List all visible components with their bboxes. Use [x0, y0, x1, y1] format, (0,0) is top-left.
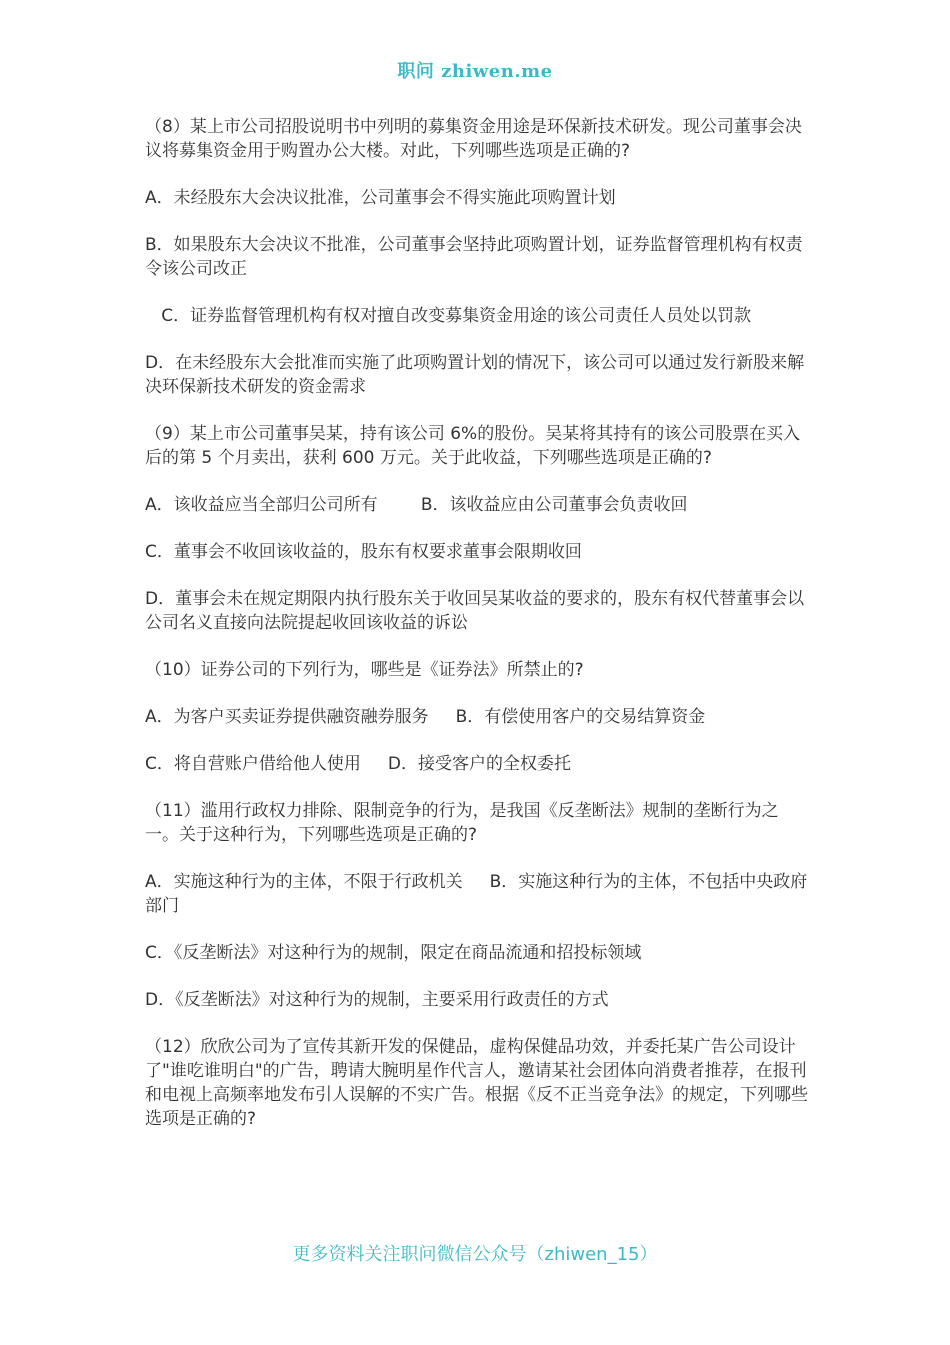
question-8-option-a: A．未经股东大会决议批准，公司董事会不得实施此项购置计划 [145, 188, 616, 208]
question-10-stem: （10）证券公司的下列行为，哪些是《证券法》所禁止的? [145, 660, 584, 680]
question-11-option-d: D．《反垄断法》对这种行为的规制，主要采用行政责任的方式 [145, 990, 609, 1010]
question-9-option-d: D．董事会未在规定期限内执行股东关于收回吴某收益的要求的，股东有权代替董事会以公司名义直接向法院提起收回该收益的诉讼 [145, 589, 805, 633]
question-10-options-ab: A．为客户买卖证券提供融资融券服务 B．有偿使用客户的交易结算资金 [145, 707, 706, 727]
question-11-option-c: C．《反垄断法》对这种行为的规制，限定在商品流通和招投标领域 [145, 943, 642, 963]
question-8-stem: （8）某上市公司招股说明书中列明的募集资金用途是环保新技术研发。现公司董事会决议将募集资金用于购置办公大楼。对此，下列哪些选项是正确的? [145, 117, 802, 161]
question-11-options-ab: A．实施这种行为的主体，不限于行政机关 B．实施这种行为的主体，不包括中央政府部门 [145, 872, 808, 916]
page-header: 职问 zhiwen.me [397, 61, 553, 82]
question-9-stem: （9）某上市公司董事吴某，持有该公司 6%的股份。吴某将其持有的该公司股票在买入后的第 5 个月卖出，获利 600 万元。关于此收益，下列哪些选项是正确的? [145, 424, 801, 468]
question-8-option-d: D．在未经股东大会批准而实施了此项购置计划的情况下，该公司可以通过发行新股来解决环保新技术研发的资金需求 [145, 353, 805, 397]
question-8-option-b: B．如果股东大会决议不批准，公司董事会坚持此项购置计划，证券监督管理机构有权责令该公司改正 [145, 235, 803, 279]
question-11-stem: （11）滥用行政权力排除、限制竞争的行为，是我国《反垄断法》规制的垄断行为之一。关于这种行为，下列哪些选项是正确的? [145, 801, 779, 845]
question-12-stem: （12）欣欣公司为了宣传其新开发的保健品，虚构保健品功效，并委托某广告公司设计了"谁吃谁明白"的广告，聘请大腕明星作代言人，邀请某社会团体向消费者推荐，在报刊和电视上高频率地发布引人误解的不实广告。根据《反不正当竞争法》的规定，下列哪些选项是正确的? [145, 1037, 808, 1129]
question-10-options-cd: C．将自营账户借给他人使用 D．接受客户的全权委托 [145, 754, 571, 774]
question-9-option-c: C．董事会不收回该收益的，股东有权要求董事会限期收回 [145, 542, 582, 562]
question-8-option-c: C．证券监督管理机构有权对擅自改变募集资金用途的该公司责任人员处以罚款 [145, 306, 752, 326]
question-content [145, 115, 810, 1154]
page-footer: 更多资料关注职问微信公众号（zhiwen_15） [292, 1244, 658, 1265]
question-9-options-ab: A．该收益应当全部归公司所有 B．该收益应由公司董事会负责收回 [145, 495, 688, 515]
